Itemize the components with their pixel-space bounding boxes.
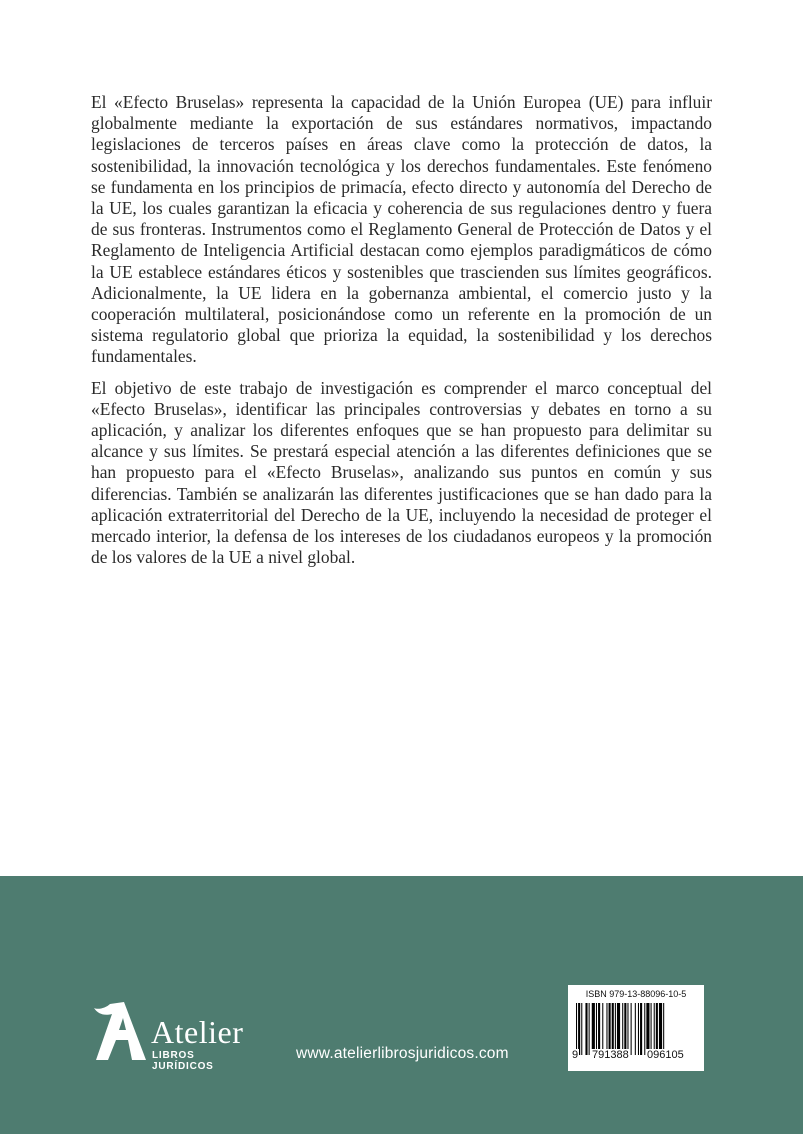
barcode-bar xyxy=(656,1003,658,1055)
publisher-tagline: LIBROS JURÍDICOS xyxy=(152,1050,214,1072)
barcode-digits xyxy=(571,1049,701,1065)
barcode-bar xyxy=(638,1003,639,1055)
barcode-bar xyxy=(592,1003,595,1055)
publisher-name: Atelier xyxy=(151,1014,244,1050)
barcode-bar xyxy=(640,1003,642,1055)
barcode-bar xyxy=(651,1003,652,1055)
barcode-bar xyxy=(578,1003,580,1055)
barcode-bar xyxy=(598,1003,600,1055)
barcode-bar xyxy=(576,1003,577,1055)
barcode-bar xyxy=(589,1003,590,1055)
barcode-bar xyxy=(622,1003,623,1055)
barcode-bar xyxy=(596,1003,597,1055)
barcode-bar xyxy=(606,1003,607,1055)
barcode-digits-left: 791388 xyxy=(592,1049,629,1061)
barcode-bar xyxy=(635,1003,636,1055)
barcode-bar xyxy=(627,1003,628,1055)
publisher-website[interactable]: www.atelierlibrosjuridicos.com xyxy=(296,1045,509,1062)
paragraph-summary: El «Efecto Bruselas» representa la capacidad de la Unión Europea (UE) para influir globalmente mediante la exportación de sus estándares normativos, impactando legislaciones de terceros países en áreas clave como la protección de datos, la sostenibilidad, la innovación tecnológica y los derechos fundamentales. Este fenómeno se fundamenta en los principios de primacía, efecto directo y autonomía del Derecho de la UE, los cuales garantizan la eficacia y coherencia de sus regulaciones dentro y fuera de sus fronteras. Instrumentos como el Reglamento General de Protección de Datos y el Reglamento de Inteligencia Artificial destacan como ejemplos paradigmáticos de cómo la UE establece estándares éticos y sostenibles que trascienden sus límites geográficos. Adicionalmente, la UE lidera en la gobernanza ambiental, el comercio justo y la cooperación multilateral, posicionándose como un referente en la promoción de un sistema regulatorio global que prioriza la equidad, la sostenibilidad y los derechos fundamentales. xyxy=(91,92,712,367)
barcode xyxy=(568,985,704,1071)
isbn-label: ISBN 979-13-88096-10-5 xyxy=(585,989,687,999)
barcode-bars xyxy=(576,1003,702,1055)
barcode-bar xyxy=(602,1003,603,1055)
barcode-bar xyxy=(654,1003,655,1055)
stylized-a-icon xyxy=(88,1000,150,1066)
barcode-bar xyxy=(631,1003,632,1055)
back-cover-text xyxy=(91,92,712,578)
barcode-bar xyxy=(609,1003,611,1055)
barcode-bar xyxy=(659,1003,662,1055)
barcode-bar xyxy=(581,1003,582,1055)
barcode-bar xyxy=(644,1003,645,1055)
barcode-digit-first: 9 xyxy=(572,1049,579,1061)
barcode-bar xyxy=(615,1003,616,1055)
barcode-bar xyxy=(617,1003,620,1055)
barcode-bar xyxy=(612,1003,614,1055)
barcode-digits-right: 096105 xyxy=(647,1049,684,1061)
barcode-bar xyxy=(624,1003,626,1055)
paragraph-objective: El objetivo de este trabajo de investigación es comprender el marco conceptual del «Efecto Bruselas», identificar las principales controversias y debates en torno a su aplicación, y analizar los diferentes enfoques que se han propuesto para delimitar su alcance y sus límites. Se prestará especial atención a las diferentes definiciones que se han propuesto para el «Efecto Bruselas», analizando sus puntos en común y sus diferencias. También se analizarán las diferentes justificaciones que se han dado para la aplicación extraterritorial del Derecho de la UE, incluyendo la necesidad de proteger el mercado interior, la defensa de los intereses de los ciudadanos europeos y la promoción de los valores de la UE a nivel global. xyxy=(91,377,712,568)
barcode-bar xyxy=(663,1003,664,1055)
publisher-logo xyxy=(88,1000,258,1070)
barcode-bar xyxy=(585,1003,587,1055)
barcode-bar xyxy=(646,1003,649,1055)
